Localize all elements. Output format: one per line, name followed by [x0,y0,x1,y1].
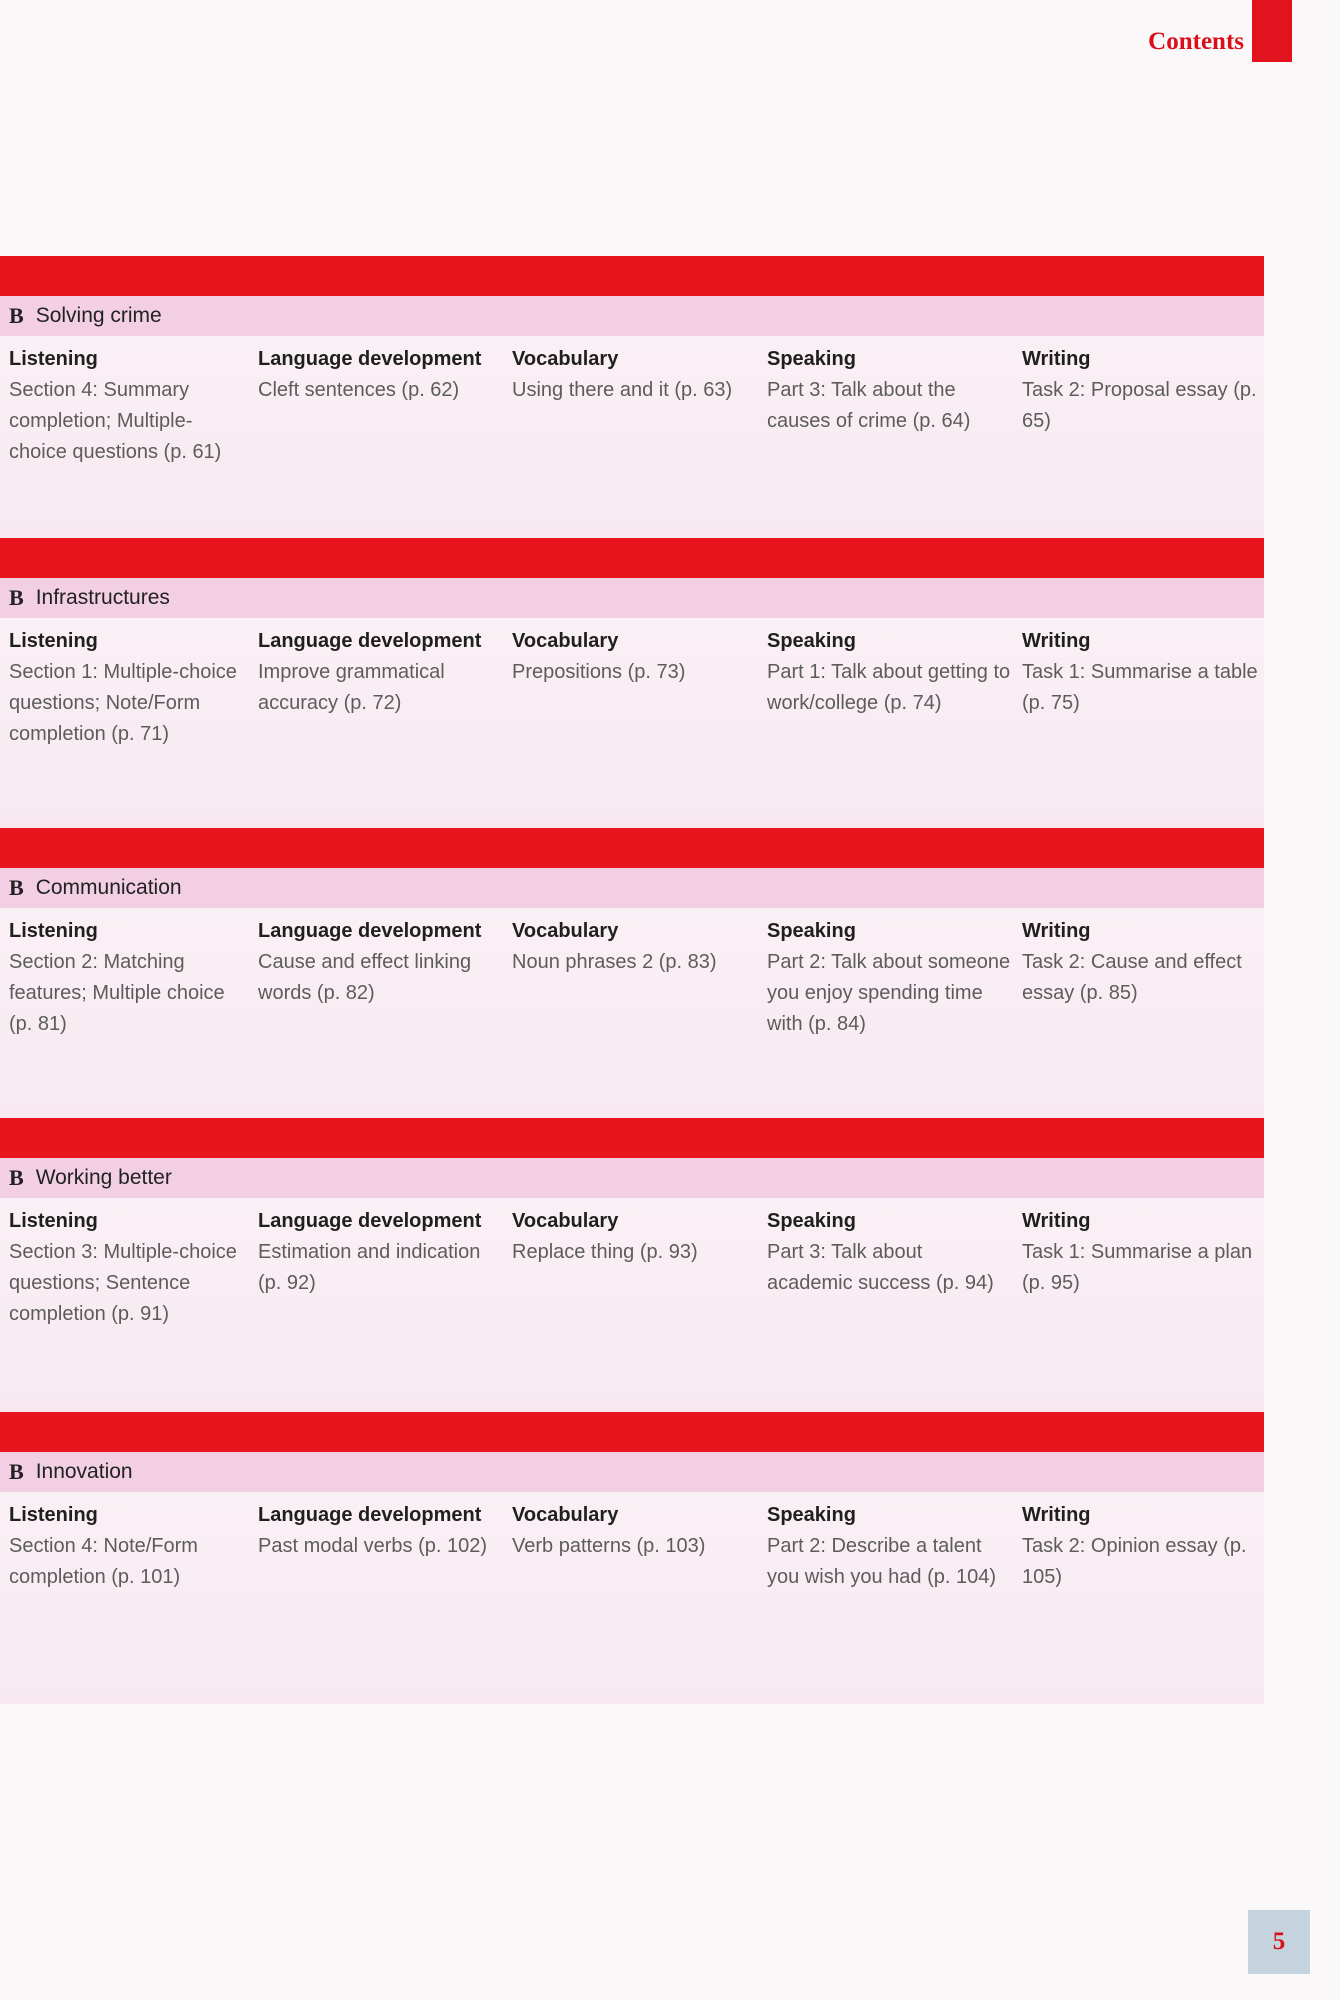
column-heading: Vocabulary [512,1210,619,1232]
column-heading: Listening [9,1504,98,1526]
column-text: Section 3: Multiple-choice questions; Sentence completion (p. 91) [9,1241,237,1325]
column-text: Section 4: Summary completion; Multiple-choice questions (p. 61) [9,379,222,463]
column-text: Part 1: Talk about getting to work/college (p. 74) [767,661,1011,714]
listening-column [9,344,245,468]
unit-name: Infrastructures [35,586,170,609]
unit-communication [0,828,1264,1118]
writing-column [1022,916,1262,1009]
column-text: Part 3: Talk about the causes of crime (p. 64) [767,379,971,432]
unit-body [0,1492,1264,1704]
column-text: Task 2: Proposal essay (p. 65) [1022,379,1257,432]
listening-column [9,916,245,1040]
column-heading: Vocabulary [512,1504,619,1526]
column-text: Verb patterns (p. 103) [512,1535,706,1557]
language-development-column [258,626,498,719]
unit-body [0,618,1264,828]
column-text: Estimation and indication (p. 92) [258,1241,481,1294]
column-text: Section 1: Multiple-choice questions; Note/Form completion (p. 71) [9,661,237,745]
column-heading: Speaking [767,630,856,652]
column-text: Cause and effect linking words (p. 82) [258,951,472,1004]
column-text: Task 2: Opinion essay (p. 105) [1022,1535,1247,1588]
unit-innovation [0,1412,1264,1704]
column-text: Section 4: Note/Form completion (p. 101) [9,1535,198,1588]
column-heading: Language development [258,1504,482,1526]
unit-color-bar [0,256,1264,296]
column-heading: Listening [9,348,98,370]
column-text: Using there and it (p. 63) [512,379,733,401]
language-development-column [258,1206,498,1299]
vocabulary-column [512,626,752,688]
column-heading: Vocabulary [512,630,619,652]
speaking-column [767,626,1012,719]
unit-color-bar [0,1118,1264,1158]
column-text: Part 2: Talk about someone you enjoy spending time with (p. 84) [767,951,1011,1035]
writing-column [1022,1206,1262,1299]
unit-solving-crime [0,256,1264,538]
unit-infrastructures [0,538,1264,828]
page-header [0,0,1340,62]
column-text: Section 2: Matching features; Multiple choice (p. 81) [9,951,225,1035]
column-heading: Listening [9,630,98,652]
column-heading: Writing [1022,1504,1091,1526]
unit-name: Working better [35,1166,172,1189]
column-heading: Listening [9,920,98,942]
unit-name: Innovation [35,1460,133,1483]
speaking-column [767,1206,1012,1299]
page-number: 5 [1248,1910,1310,1974]
column-heading: Language development [258,920,482,942]
column-text: Part 3: Talk about academic success (p. 94) [767,1241,994,1294]
language-development-column [258,1500,498,1562]
column-text: Noun phrases 2 (p. 83) [512,951,717,973]
column-heading: Vocabulary [512,348,619,370]
vocabulary-column [512,1206,752,1268]
column-text: Prepositions (p. 73) [512,661,686,683]
unit-letter: B [9,1459,24,1484]
vocabulary-column [512,1500,752,1562]
column-heading: Speaking [767,348,856,370]
speaking-column [767,344,1012,437]
vocabulary-column [512,916,752,978]
unit-color-bar [0,1412,1264,1452]
vocabulary-column [512,344,752,406]
language-development-column [258,344,498,406]
column-text: Replace thing (p. 93) [512,1241,698,1263]
unit-name: Communication [35,876,182,899]
column-heading: Language development [258,630,482,652]
column-text: Part 2: Describe a talent you wish you had (p. 104) [767,1535,997,1588]
writing-column [1022,626,1262,719]
unit-title-strip [0,868,1264,908]
unit-title-strip [0,1158,1264,1198]
listening-column [9,1206,245,1330]
unit-body [0,908,1264,1118]
listening-column [9,626,245,750]
column-text: Past modal verbs (p. 102) [258,1535,487,1557]
writing-column [1022,1500,1262,1593]
unit-letter: B [9,585,24,610]
column-heading: Writing [1022,348,1091,370]
unit-color-bar [0,538,1264,578]
writing-column [1022,344,1262,437]
column-heading: Speaking [767,1210,856,1232]
column-heading: Listening [9,1210,98,1232]
column-heading: Language development [258,1210,482,1232]
unit-title-strip [0,578,1264,618]
speaking-column [767,916,1012,1040]
column-text: Task 1: Summarise a table (p. 75) [1022,661,1258,714]
column-heading: Writing [1022,630,1091,652]
column-heading: Speaking [767,920,856,942]
unit-title-strip [0,1452,1264,1492]
unit-working-better [0,1118,1264,1412]
column-heading: Writing [1022,1210,1091,1232]
column-heading: Vocabulary [512,920,619,942]
column-text: Task 2: Cause and effect essay (p. 85) [1022,951,1242,1004]
unit-title-strip [0,296,1264,336]
header-tab-marker [1252,0,1292,62]
speaking-column [767,1500,1012,1593]
unit-letter: B [9,303,24,328]
column-text: Cleft sentences (p. 62) [258,379,460,401]
column-text: Improve grammatical accuracy (p. 72) [258,661,445,714]
column-heading: Speaking [767,1504,856,1526]
language-development-column [258,916,498,1009]
column-text: Task 1: Summarise a plan (p. 95) [1022,1241,1253,1294]
unit-color-bar [0,828,1264,868]
contents-title: Contents [1148,28,1244,55]
unit-letter: B [9,875,24,900]
column-heading: Language development [258,348,482,370]
unit-name: Solving crime [35,304,162,327]
column-heading: Writing [1022,920,1091,942]
listening-column [9,1500,245,1593]
unit-body [0,336,1264,538]
unit-letter: B [9,1165,24,1190]
unit-body [0,1198,1264,1412]
